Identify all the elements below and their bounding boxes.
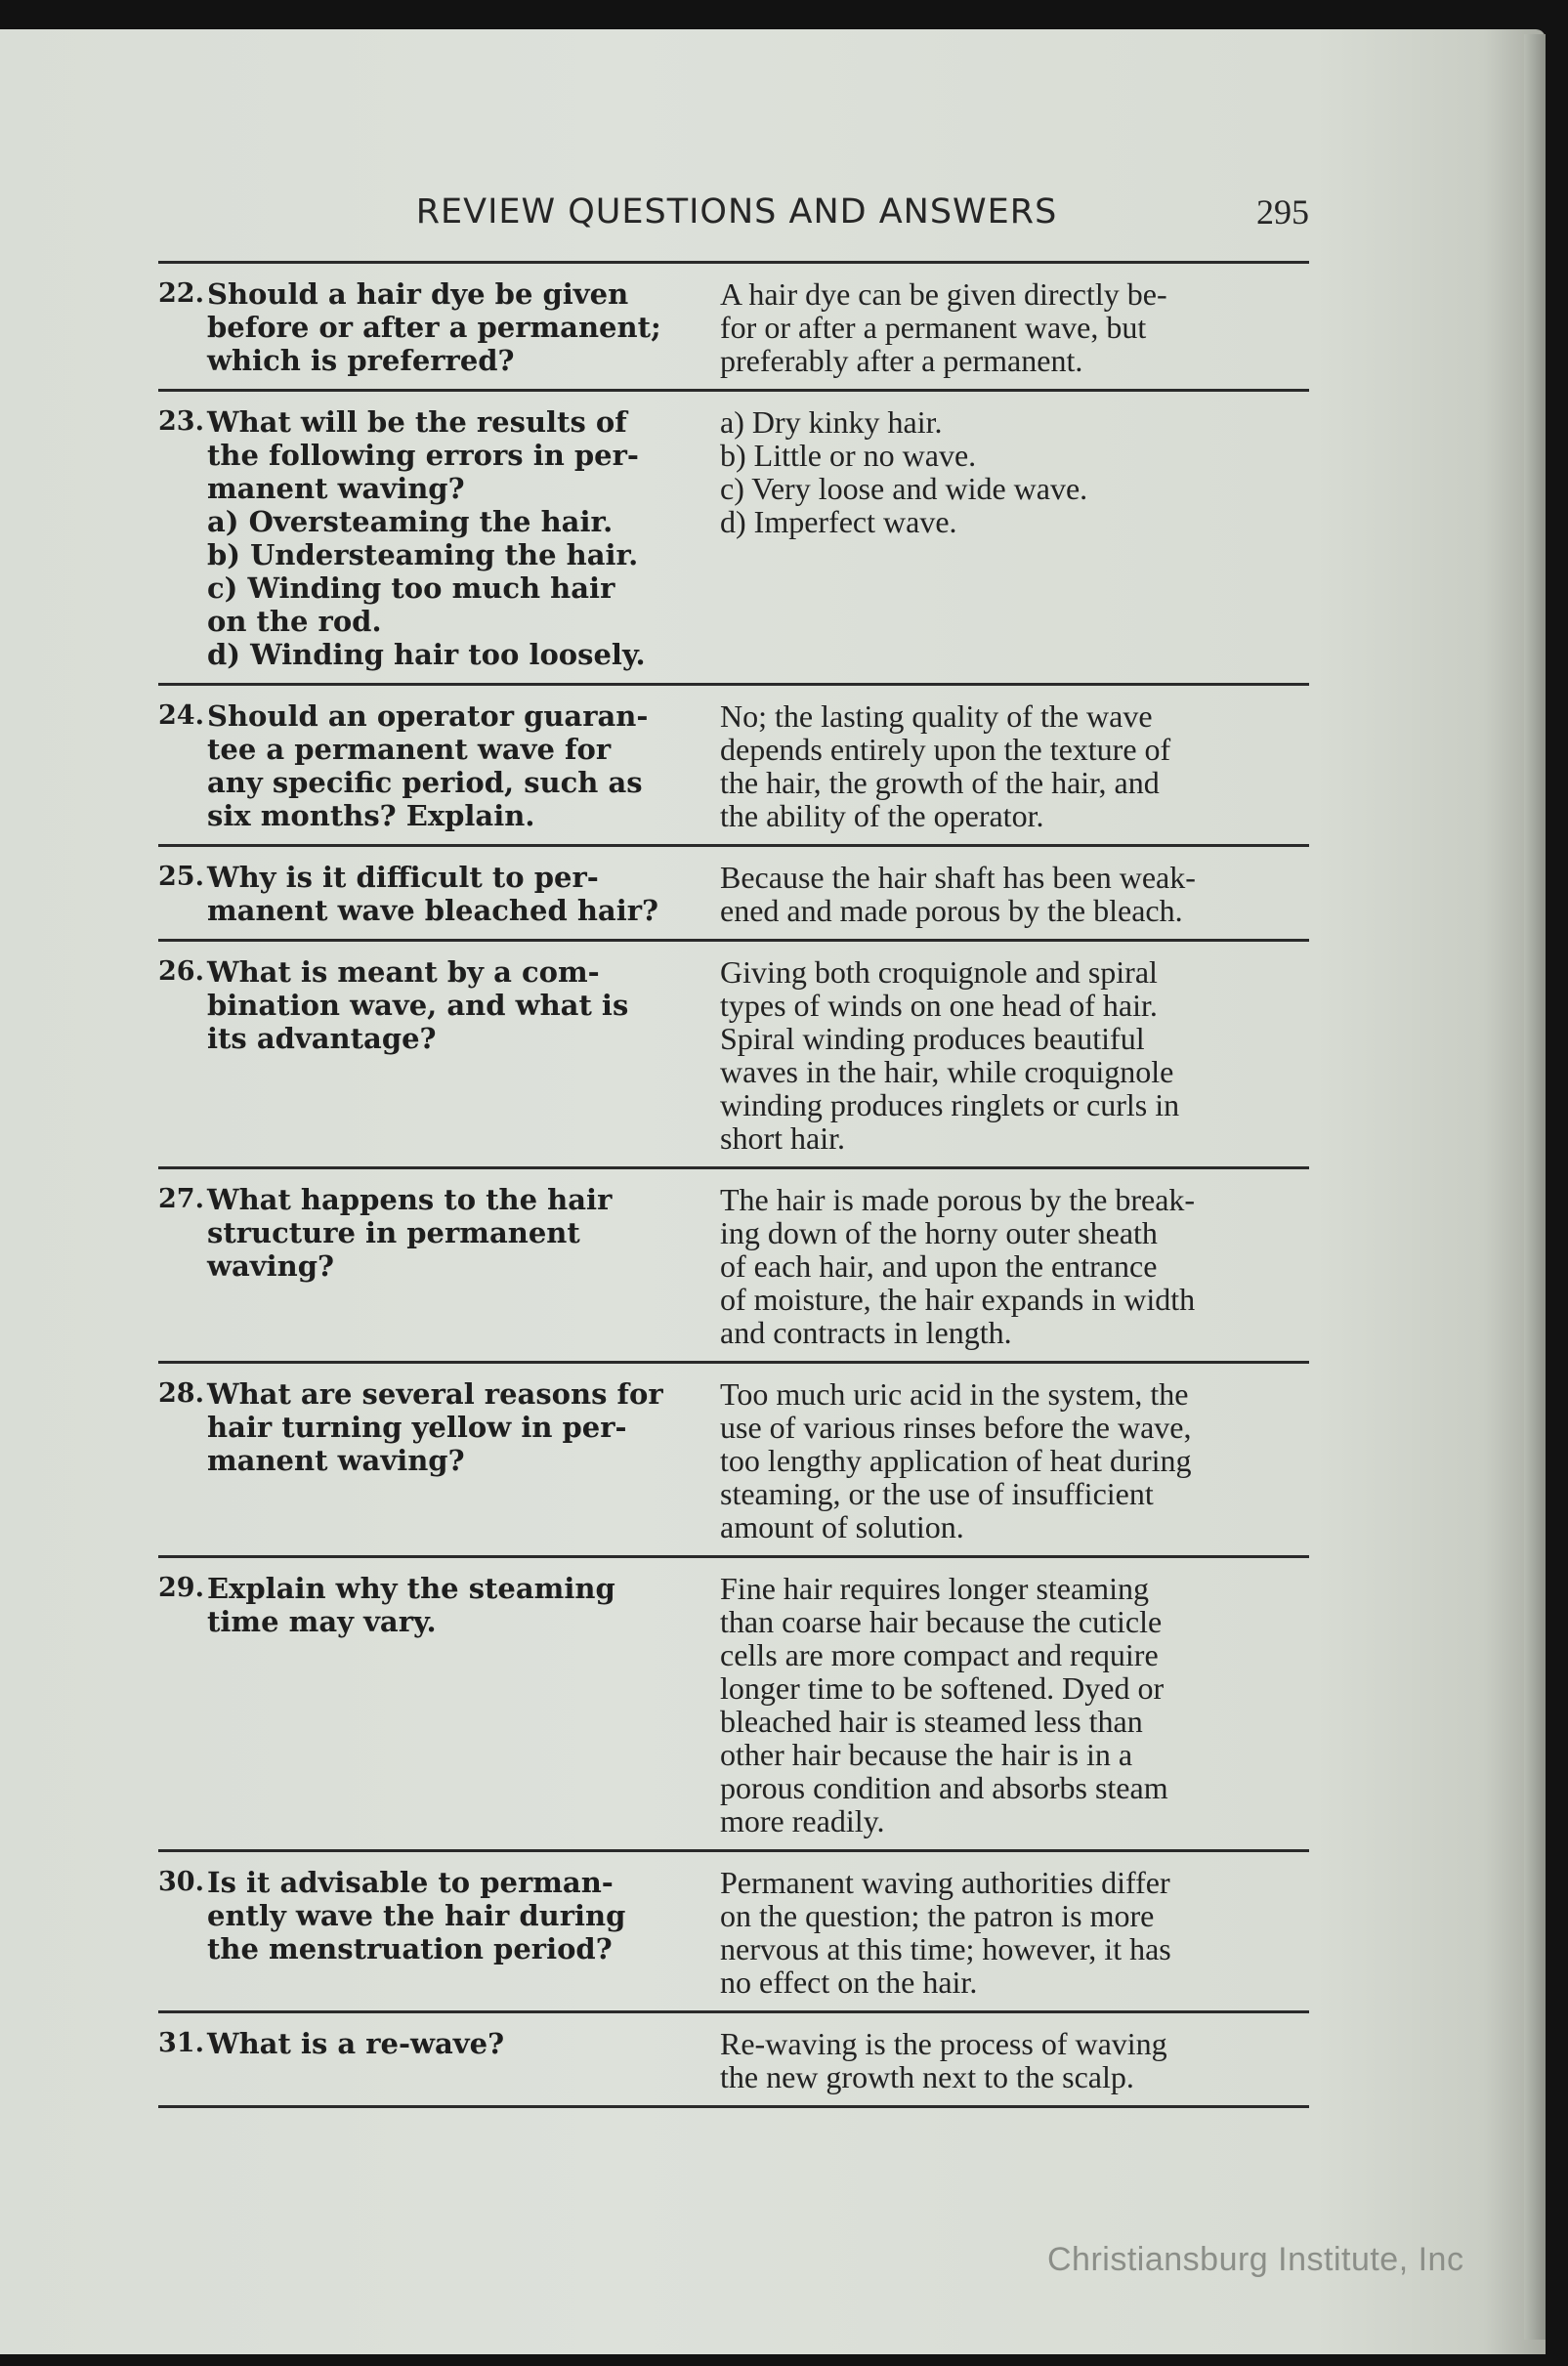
- question-line: waving?: [207, 1249, 334, 1283]
- question-cell: [158, 861, 671, 927]
- question-text: [207, 2027, 671, 2093]
- question-line: the menstruation period?: [207, 1932, 613, 1965]
- qa-row: [158, 264, 1309, 392]
- question-number: 28.: [158, 1378, 204, 1409]
- question-line: What are several reasons for: [207, 1377, 663, 1411]
- qa-row: [158, 942, 1309, 1169]
- qa-row: [158, 392, 1309, 686]
- answer-line: amount of solution.: [720, 1509, 964, 1544]
- answer-line: b) Little or no wave.: [720, 438, 977, 473]
- answer-line: preferably after a permanent.: [720, 343, 1083, 378]
- answer-line: Re-waving is the process of waving: [720, 2026, 1167, 2061]
- answer-line: nervous at this time; however, it has: [720, 1931, 1171, 1966]
- answer-line: no effect on the hair.: [720, 1965, 978, 2000]
- answer-line: types of winds on one head of hair.: [720, 988, 1158, 1023]
- qa-row: [158, 1558, 1309, 1852]
- answer-line: bleached hair is steamed less than: [720, 1704, 1143, 1739]
- question-line: its advantage?: [207, 1022, 437, 1055]
- question-cell: [158, 1866, 671, 1999]
- question-line: a) Oversteaming the hair.: [207, 505, 614, 538]
- answer-line: steaming, or the use of insufficient: [720, 1476, 1154, 1511]
- answer-line: Permanent waving authorities differ: [720, 1865, 1170, 1900]
- question-line: What is a re-wave?: [207, 2027, 505, 2060]
- qa-table: [158, 261, 1309, 2108]
- question-line: ently wave the hair during: [207, 1899, 626, 1932]
- answer-line: d) Imperfect wave.: [720, 504, 957, 539]
- question-line: bination wave, and what is: [207, 989, 629, 1022]
- qa-row: [158, 847, 1309, 942]
- question-number: 23.: [158, 406, 204, 437]
- answer-line: for or after a permanent wave, but: [720, 310, 1147, 345]
- page-edge: [1524, 34, 1546, 2340]
- question-line: hair turning yellow in per-: [207, 1411, 627, 1444]
- answer-line: winding produces ringlets or curls in: [720, 1087, 1180, 1122]
- answer-line: porous condition and absorbs steam: [720, 1770, 1168, 1805]
- qa-row: [158, 1852, 1309, 2013]
- question-line: Why is it difficult to per-: [207, 861, 599, 894]
- answer-line: longer time to be softened. Dyed or: [720, 1670, 1165, 1706]
- answer-line: c) Very loose and wide wave.: [720, 471, 1088, 506]
- question-line: What is meant by a com-: [207, 955, 600, 989]
- answer-line: more readily.: [720, 1803, 885, 1838]
- question-line: tee a permanent wave for: [207, 733, 612, 766]
- question-number: 31.: [158, 2028, 204, 2058]
- answer-line: Spiral winding produces beautiful: [720, 1021, 1145, 1056]
- question-number: 27.: [158, 1184, 204, 1214]
- question-line: b) Understeaming the hair.: [207, 538, 639, 571]
- qa-row: [158, 1169, 1309, 1364]
- question-line: any specific period, such as: [207, 766, 643, 799]
- answer-line: The hair is made porous by the break-: [720, 1182, 1196, 1217]
- question-line: before or after a permanent;: [207, 311, 661, 344]
- qa-row: [158, 686, 1309, 847]
- question-line: Is it advisable to perman-: [207, 1866, 614, 1899]
- question-cell: [158, 1572, 671, 1838]
- answer-line: waves in the hair, while croquignole: [720, 1054, 1174, 1089]
- question-line: which is preferred?: [207, 344, 515, 377]
- question-text: [207, 1183, 671, 1349]
- answer-cell: [720, 1377, 1309, 1543]
- question-line: Explain why the steaming: [207, 1572, 615, 1605]
- question-line: manent waving?: [207, 472, 465, 505]
- question-text: [207, 955, 671, 1155]
- question-number: 24.: [158, 700, 204, 731]
- question-cell: [158, 277, 671, 377]
- answer-line: use of various rinses before the wave,: [720, 1410, 1192, 1445]
- answer-line: other hair because the hair is in a: [720, 1737, 1133, 1772]
- answer-cell: [720, 861, 1309, 927]
- question-line: six months? Explain.: [207, 799, 535, 832]
- question-line: What will be the results of: [207, 405, 627, 439]
- answer-line: too lengthy application of heat during: [720, 1443, 1192, 1478]
- question-line: What happens to the hair: [207, 1183, 613, 1216]
- question-line: manent wave bleached hair?: [207, 894, 659, 927]
- question-cell: [158, 2027, 671, 2093]
- question-cell: [158, 699, 671, 832]
- question-line: structure in permanent: [207, 1216, 580, 1249]
- answer-line: depends entirely upon the texture of: [720, 732, 1171, 767]
- answer-cell: [720, 699, 1309, 832]
- question-text: [207, 277, 671, 377]
- question-cell: [158, 1183, 671, 1349]
- answer-line: the new growth next to the scalp.: [720, 2059, 1134, 2094]
- answer-line: on the question; the patron is more: [720, 1898, 1155, 1933]
- question-cell: [158, 1377, 671, 1543]
- qa-row: [158, 1364, 1309, 1558]
- answer-line: short hair.: [720, 1120, 845, 1156]
- question-text: [207, 1377, 671, 1543]
- question-line: the following errors in per-: [207, 439, 639, 472]
- page-number: 295: [1256, 192, 1309, 232]
- question-line: Should a hair dye be given: [207, 277, 629, 311]
- answer-cell: [720, 1572, 1309, 1838]
- answer-cell: [720, 955, 1309, 1155]
- answer-line: the ability of the operator.: [720, 798, 1044, 833]
- question-number: 29.: [158, 1573, 204, 1603]
- answer-line: ened and made porous by the bleach.: [720, 893, 1183, 928]
- question-number: 30.: [158, 1867, 204, 1897]
- running-head: [164, 188, 1309, 236]
- question-text: [207, 405, 671, 671]
- watermark: Christiansburg Institute, Inc: [1047, 2241, 1464, 2278]
- question-text: [207, 1572, 671, 1838]
- answer-line: A hair dye can be given directly be-: [720, 276, 1167, 312]
- qa-row: [158, 2013, 1309, 2108]
- question-text: [207, 861, 671, 927]
- answer-line: the hair, the growth of the hair, and: [720, 765, 1160, 800]
- answer-line: of moisture, the hair expands in width: [720, 1282, 1196, 1317]
- question-text: [207, 1866, 671, 1999]
- page-title: REVIEW QUESTIONS AND ANSWERS: [415, 192, 1058, 232]
- question-line: on the rod.: [207, 605, 382, 638]
- question-line: manent waving?: [207, 1444, 465, 1477]
- answer-line: and contracts in length.: [720, 1315, 1012, 1350]
- answer-line: ing down of the horny outer sheath: [720, 1215, 1158, 1250]
- answer-line: of each hair, and upon the entrance: [720, 1248, 1158, 1284]
- answer-line: Fine hair requires longer steaming: [720, 1571, 1149, 1606]
- question-cell: [158, 955, 671, 1155]
- answer-line: Giving both croquignole and spiral: [720, 954, 1158, 990]
- question-number: 22.: [158, 278, 204, 309]
- answer-cell: [720, 277, 1309, 377]
- question-cell: [158, 405, 671, 671]
- answer-line: Too much uric acid in the system, the: [720, 1376, 1189, 1412]
- answer-line: Because the hair shaft has been weak-: [720, 860, 1196, 895]
- answer-line: cells are more compact and require: [720, 1637, 1159, 1672]
- question-number: 26.: [158, 956, 204, 987]
- answer-line: a) Dry kinky hair.: [720, 404, 943, 440]
- question-line: c) Winding too much hair: [207, 571, 615, 605]
- answer-cell: [720, 1183, 1309, 1349]
- answer-line: No; the lasting quality of the wave: [720, 698, 1153, 734]
- question-line: time may vary.: [207, 1605, 437, 1638]
- question-text: [207, 699, 671, 832]
- question-line: Should an operator guaran-: [207, 699, 649, 733]
- answer-line: than coarse hair because the cuticle: [720, 1604, 1163, 1639]
- question-line: d) Winding hair too loosely.: [207, 638, 646, 671]
- answer-cell: [720, 405, 1309, 671]
- question-number: 25.: [158, 862, 204, 892]
- answer-cell: [720, 2027, 1309, 2093]
- answer-cell: [720, 1866, 1309, 1999]
